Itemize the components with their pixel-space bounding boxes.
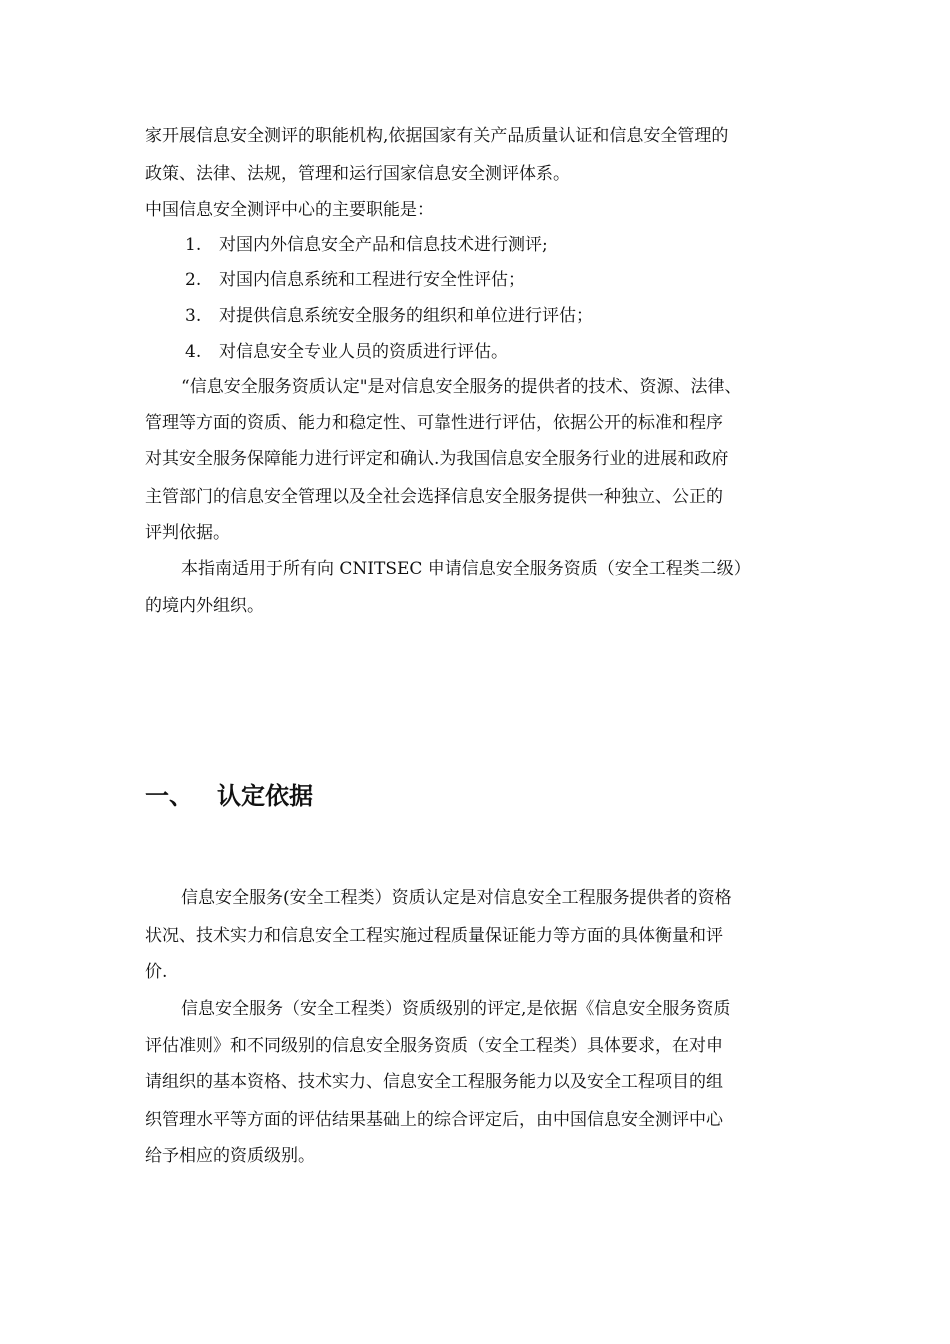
body-text-line: 本指南适用于所有向 CNITSEC 申请信息安全服务资质（安全工程类二级） [181, 559, 751, 579]
list-item-number: 4. [185, 342, 202, 362]
body-text-line: 状况、技术实力和信息安全工程实施过程质量保证能力等方面的具体衡量和评 [145, 926, 723, 946]
list-item-number: 1. [185, 235, 202, 255]
body-text-line: “信息安全服务资质认定"是对信息安全服务的提供者的技术、资源、法律、 [181, 377, 742, 397]
body-text-line: 政策、法律、法规，管理和运行国家信息安全测评体系。 [145, 164, 570, 184]
list-item-text: 对国内外信息安全产品和信息技术进行测评; [219, 235, 548, 255]
body-text-line: 管理等方面的资质、能力和稳定性、可靠性进行评估，依据公开的标准和程序 [145, 413, 723, 433]
body-text-line: 织管理水平等方面的评估结果基础上的综合评定后，由中国信息安全测评中心 [145, 1110, 723, 1130]
body-text-line: 家开展信息安全测评的职能机构,依据国家有关产品质量认证和信息安全管理的 [145, 126, 729, 146]
body-text-line: 主管部门的信息安全管理以及全社会选择信息安全服务提供一种独立、公正的 [145, 487, 723, 507]
list-item-number: 3. [185, 306, 202, 326]
body-text-line: 信息安全服务(安全工程类）资质认定是对信息安全工程服务提供者的资格 [181, 888, 732, 908]
list-item-text: 对国内信息系统和工程进行安全性评估； [219, 270, 525, 290]
list-item-text: 对提供信息系统安全服务的组织和单位进行评估； [219, 306, 593, 326]
list-item-number: 2. [185, 270, 202, 290]
section-number: 一、 [145, 782, 193, 810]
body-text-line: 的境内外组织。 [145, 596, 264, 616]
body-text-line: 评判依据。 [145, 523, 230, 543]
body-text-line: 中国信息安全测评中心的主要职能是： [145, 200, 434, 220]
body-text-line: 评估准则》和不同级别的信息安全服务资质（安全工程类）具体要求，在对申 [145, 1036, 723, 1056]
body-text-line: 请组织的基本资格、技术实力、信息安全工程服务能力以及安全工程项目的组 [145, 1072, 723, 1092]
body-text-line: 给予相应的资质级别。 [145, 1146, 315, 1166]
list-item-text: 对信息安全专业人员的资质进行评估。 [219, 342, 508, 362]
section-title: 认定依据 [217, 782, 313, 810]
body-text-line: 信息安全服务（安全工程类）资质级别的评定,是依据《信息安全服务资质 [181, 999, 731, 1019]
body-text-line: 价. [145, 962, 168, 982]
body-text-line: 对其安全服务保障能力进行评定和确认.为我国信息安全服务行业的进展和政府 [145, 449, 729, 469]
